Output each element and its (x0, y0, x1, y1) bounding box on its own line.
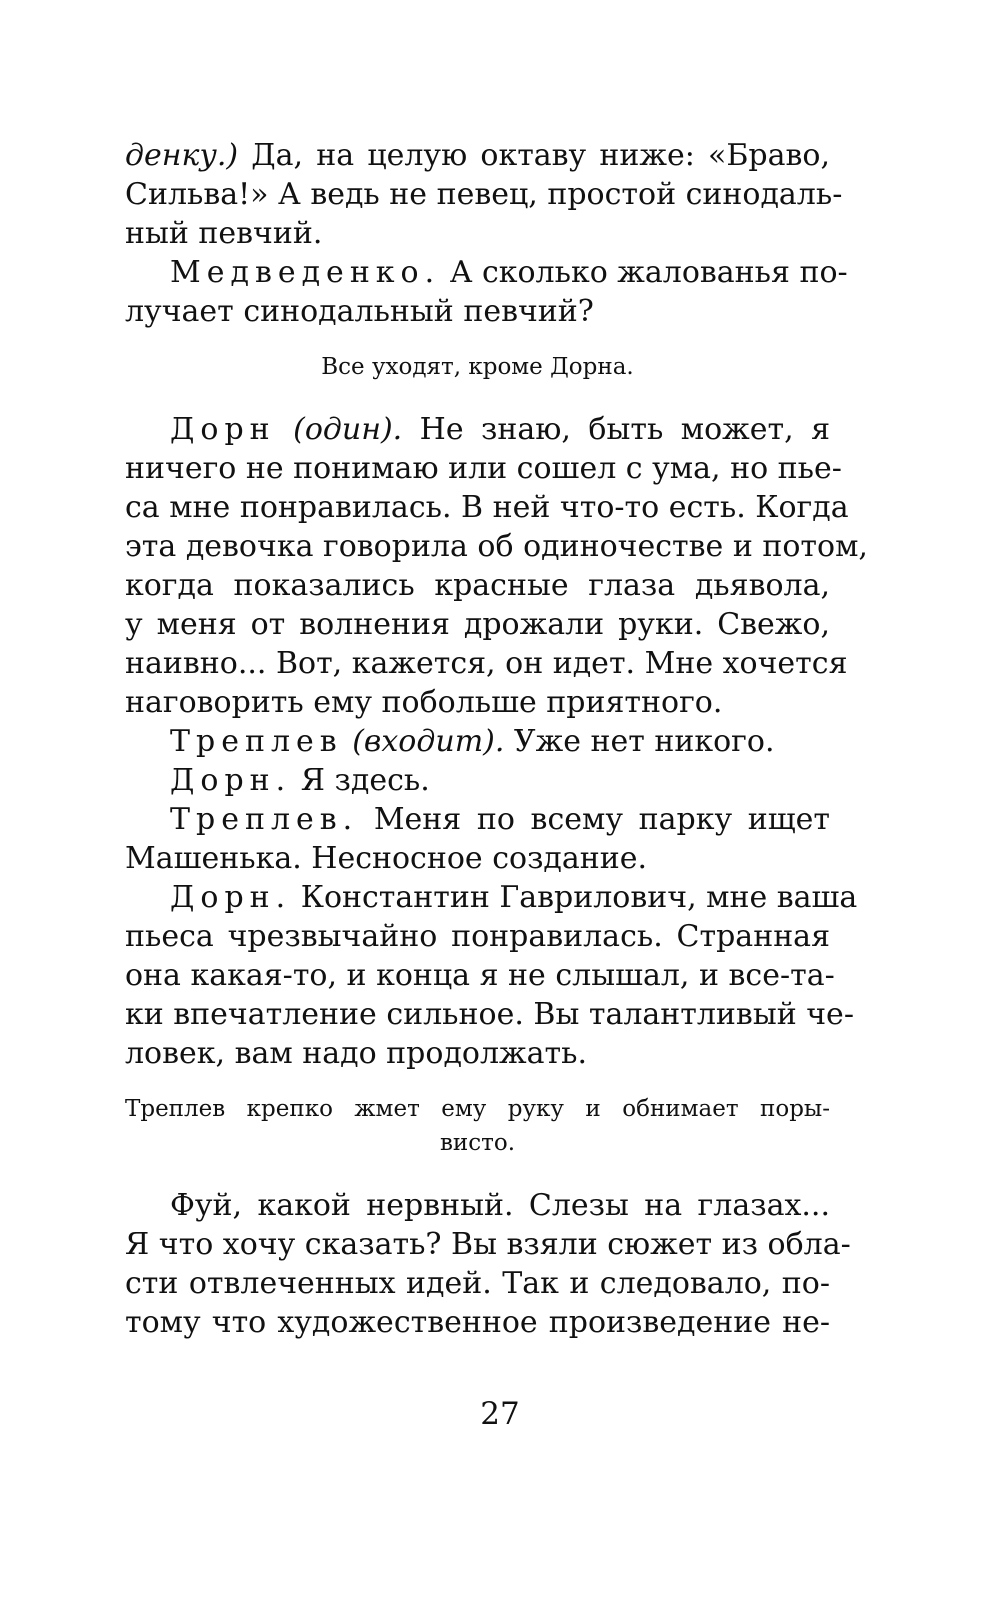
line-text: Да, на целую октаву ниже: «Браво, (238, 138, 830, 173)
speech-line (170, 800, 830, 840)
text-line: Машенька. Несносное создание. (125, 841, 648, 876)
speech-line (170, 761, 830, 801)
line-text: Я здесь. (291, 763, 430, 798)
text-line: Фуй, какой нервный. Слезы на глазах... (170, 1188, 830, 1223)
text-line: лучает синодальный певчий? (125, 294, 594, 329)
text-line: эта девочка говорила об одиночестве и потом, (125, 529, 868, 564)
speaker-name: Дорн (170, 412, 276, 447)
line-text: Константин Гаврилович, мне ваша (291, 880, 858, 915)
text-line: пьеса чрезвычайно понравилась. Странная (125, 919, 830, 954)
text-line: Я что хочу сказать? Вы взяли сюжет из обла- (125, 1227, 851, 1262)
stage-direction: Все уходят, кроме Дорна. (321, 354, 634, 380)
stage-direction: Треплев крепко жмет ему руку и обнимает поры- (125, 1096, 830, 1122)
text-line: когда показались красные глаза дьявола, (125, 568, 830, 603)
speech-line (170, 410, 830, 450)
text-line: она какая-то, и конца я не слышал, и все-та- (125, 958, 835, 993)
text-line: наговорить ему побольше приятного. (125, 685, 723, 720)
text-line: ный певчий. (125, 216, 323, 251)
stage-direction: висто. (439, 1130, 516, 1156)
speech-line (170, 878, 858, 918)
text-line: ничего не понимаю или сошел с ума, но пье- (125, 451, 842, 486)
line-text: Не знаю, быть может, я (402, 412, 830, 447)
text-line: сти отвлеченных идей. Так и следовало, по- (125, 1266, 830, 1301)
stage-direction-inline: (входит). (342, 724, 505, 759)
page-number: 27 (480, 1396, 520, 1432)
text-line: са мне понравилась. В ней что-то есть. Когда (125, 490, 849, 525)
speech-line (170, 253, 848, 293)
stage-direction-inline: денку.) (125, 138, 239, 173)
text-line: тому что художественное произведение не- (125, 1305, 830, 1340)
line-text: Меня по всему парку ищет (358, 802, 830, 837)
text-line: ки впечатление сильное. Вы талантливый че- (125, 997, 854, 1032)
speaker-name: Дорн. (170, 880, 292, 915)
speaker-name: Дорн. (170, 763, 292, 798)
line-text: А сколько жалованья по- (440, 255, 848, 290)
stage-direction-inline: (один). (275, 412, 403, 447)
line-text: Уже нет никого. (504, 724, 775, 759)
text-line: Сильва!» А ведь не певец, простой синодаль- (125, 177, 843, 212)
speaker-name: Треплев (170, 724, 343, 759)
speech-line (170, 722, 830, 762)
text-line: наивно... Вот, кажется, он идет. Мне хочется (125, 646, 848, 681)
text-line (125, 136, 830, 176)
speaker-name: Треплев. (170, 802, 359, 837)
text-line: у меня от волнения дрожали руки. Свежо, (125, 607, 830, 642)
speaker-name: Медведенко. (170, 255, 441, 290)
text-line: ловек, вам надо продолжать. (125, 1036, 587, 1071)
